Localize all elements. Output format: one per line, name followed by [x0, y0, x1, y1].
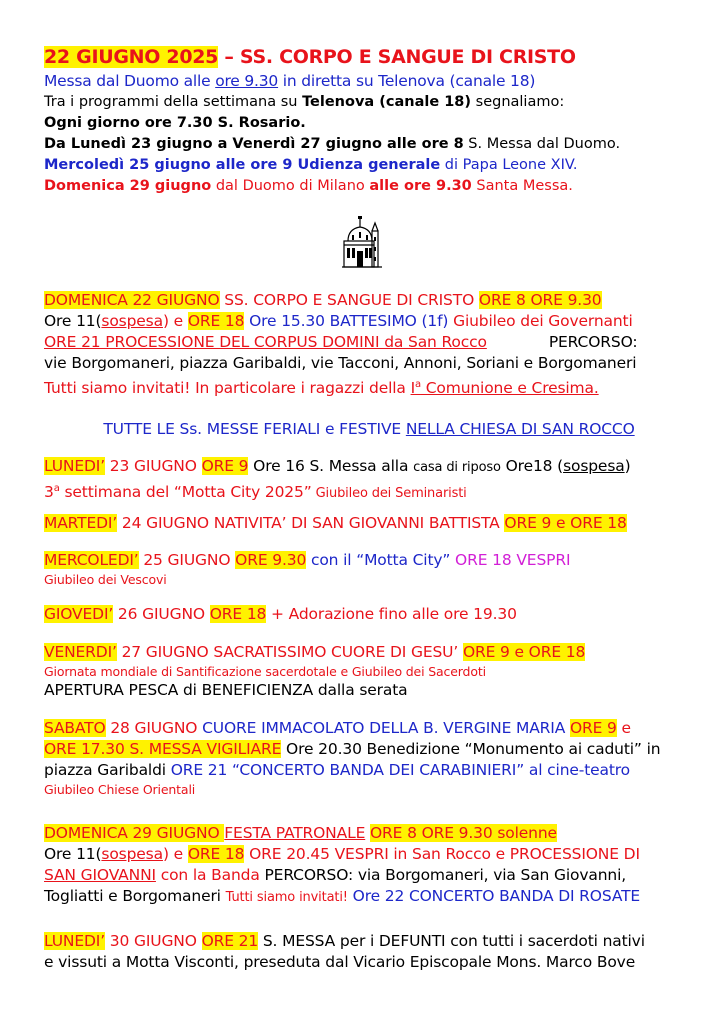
notice-line: TUTTE LE Ss. MESSE FERIALI e FESTIVE NELLA CHIESA DI SAN ROCCO [103, 420, 635, 438]
tv-programs-intro: Tra i programmi della settimana su Telenova (canale 18) segnaliamo: [44, 94, 565, 110]
tv-mass-line: Messa dal Duomo alle ore 9.30 in diretta su Telenova (canale 18) [44, 72, 536, 90]
saturday-28-section: SABATO 28 GIUGNO CUORE IMMACOLATO DELLA B. VERGINE MARIA ORE 9 e ORE 17.30 S. MESSA VIGILIARE Ore 20.30 Benedizione “Monumento ai caduti” in piazza Garibaldi ORE 21 “CONCERTO BANDA DEI CARABINIERI” al cine-teatro Giubileo Chiese Orientali [44, 719, 661, 797]
audience-line: Mercoledì 25 giugno alle ore 9 Udienza generale di Papa Leone XIV. [44, 157, 578, 173]
sunday-22-section: DOMENICA 22 GIUGNO SS. CORPO E SANGUE DI CRISTO ORE 8 ORE 9.30 Ore 11(sospesa) e ORE 18 Ore 15.30 BATTESIMO (1f) Giubileo dei Governanti ORE 21 PROCESSIONE DEL CORPUS DOMINI da San Rocco PERCORSO: vie Borgomaneri, piazza Garibaldi, vie Tacconi, Annoni, Soriani e Borgomaneri Tutti siamo invitati! In particolare i ragazzi della $I^a$ Comunione e Cresima. [44, 291, 638, 398]
church-icon [340, 215, 384, 271]
page-title: 22 GIUGNO 2025 – SS. CORPO E SANGUE DI CRISTO [44, 46, 576, 68]
thursday-26-section: GIOVEDI’ 26 GIUGNO ORE 18 + Adorazione fino alle ore 19.30 [44, 605, 517, 623]
sunday-duomo-line: Domenica 29 giugno dal Duomo di Milano alle ore 9.30 Santa Messa. [44, 178, 573, 194]
duomo-mass-line: Da Lunedì 23 giugno a Venerdì 27 giugno alle ore 8 S. Messa dal Duomo. [44, 136, 621, 152]
sunday-29-section: DOMENICA 29 GIUGNO FESTA PATRONALE ORE 8 ORE 9.30 solenne Ore 11(sospesa) e ORE 18 ORE 20.45 VESPRI in San Rocco e PROCESSIONE DI SAN GIOVANNI con la Banda PERCORSO: via Borgomaneri, via San Giovanni, Togliatti e Borgomaneri Tutti siamo invitati! Ore 22 CONCERTO BANDA DI ROSATE [44, 824, 641, 905]
header-section [44, 44, 694, 197]
tuesday-24-section: MARTEDI’ 24 GIUGNO NATIVITA’ DI SAN GIOVANNI BATTISTA ORE 9 e ORE 18 [44, 514, 627, 532]
wednesday-25-section: MERCOLEDI’ 25 GIUGNO ORE 9.30 con il “Motta City” ORE 18 VESPRI Giubileo dei Vescovi [44, 551, 571, 587]
monday-30-section: LUNEDI’ 30 GIUGNO ORE 21 S. MESSA per i DEFUNTI con tutti i sacerdoti nativi e vissuti a Motta Visconti, preseduta dal Vicario Episcopale Mons. Marco Bove [44, 932, 645, 971]
friday-27-section: VENERDI’ 27 GIUGNO SACRATISSIMO CUORE DI GESU’ ORE 9 e ORE 18 Giornata mondiale di Santificazione sacerdotale e Giubileo dei Sacerdoti APERTURA PESCA di BENEFICIENZA dalla serata [44, 643, 586, 699]
rosary-line: Ogni giorno ore 7.30 S. Rosario. [44, 115, 306, 131]
monday-23-section: LUNEDI’ 23 GIUGNO ORE 9 Ore 16 S. Messa alla casa di riposo Ore18 (sospesa) 3$^a$ settimana del “Motta City 2025” Giubileo dei Seminaristi [44, 457, 631, 502]
